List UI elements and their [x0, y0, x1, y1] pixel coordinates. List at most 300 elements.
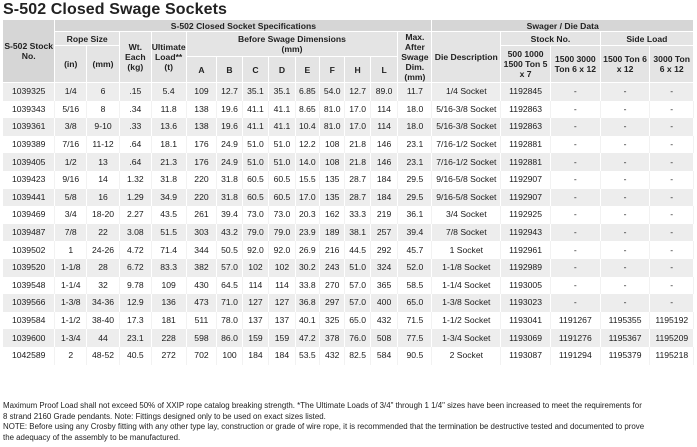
stock-no-cell: 1039423 — [3, 171, 55, 189]
dim-c-cell: 137 — [242, 312, 268, 330]
weight-cell: .15 — [119, 83, 151, 101]
dim-f-cell: 81.0 — [320, 118, 345, 136]
dim-l-cell: 146 — [370, 153, 398, 171]
ultimate-load-cell: 181 — [151, 312, 186, 330]
weight-cell: 4.72 — [119, 241, 151, 259]
dim-f-cell: 243 — [320, 259, 345, 277]
dim-b-cell: 57.0 — [217, 259, 242, 277]
die-description-cell: 9/16-5/8 Socket — [432, 189, 501, 207]
dim-e-cell: 6.85 — [295, 83, 319, 101]
dim-h-cell: 12.7 — [345, 83, 370, 101]
dim-d-cell: 92.0 — [269, 241, 295, 259]
max-after-swage-cell: 23.1 — [398, 153, 432, 171]
side-load-1500-header: 1500 Ton 6 x 12 — [600, 46, 650, 83]
side-load-1500-cell: - — [600, 241, 650, 259]
dim-b-cell: 50.5 — [217, 241, 242, 259]
dim-e-cell: 10.4 — [295, 118, 319, 136]
dim-c-cell: 60.5 — [242, 171, 268, 189]
dim-h-cell: 21.8 — [345, 153, 370, 171]
table-row — [3, 259, 694, 277]
ultimate-load-cell: 31.8 — [151, 171, 186, 189]
ultimate-load-cell: 228 — [151, 329, 186, 347]
dim-b-cell: 31.8 — [217, 171, 242, 189]
dim-h-cell: 82.5 — [345, 347, 370, 365]
table-row — [3, 347, 694, 365]
table-row — [3, 329, 694, 347]
swager-stock-6x12-cell: - — [550, 83, 600, 101]
weight-cell: 1.29 — [119, 189, 151, 207]
dim-a-cell: 598 — [186, 329, 217, 347]
dim-f-cell: 270 — [320, 277, 345, 295]
specifications-table — [3, 20, 694, 365]
dim-l-cell: 324 — [370, 259, 398, 277]
table-row — [3, 136, 694, 154]
dim-b-cell: 71.0 — [217, 294, 242, 312]
stock-no-cell: 1039566 — [3, 294, 55, 312]
side-load-1500-cell: - — [600, 118, 650, 136]
rope-size-header: Rope Size — [55, 32, 120, 46]
stock-no-header: S-502 Stock No. — [3, 20, 55, 83]
rope-in-cell: 1/2 — [55, 153, 87, 171]
dim-d-cell: 41.1 — [269, 118, 295, 136]
weight-cell: .33 — [119, 118, 151, 136]
max-after-swage-cell: 23.1 — [398, 136, 432, 154]
stock-no-cell: 1039469 — [3, 206, 55, 224]
max-after-swage-cell: 29.5 — [398, 171, 432, 189]
rope-in-cell: 9/16 — [55, 171, 87, 189]
side-load-3000-cell: - — [650, 224, 694, 242]
stock-no-cell: 1039389 — [3, 136, 55, 154]
dim-l-cell: 584 — [370, 347, 398, 365]
die-description-cell: 5/16-3/8 Socket — [432, 118, 501, 136]
side-load-1500-cell: - — [600, 153, 650, 171]
max-after-swage-cell: 71.5 — [398, 312, 432, 330]
max-after-swage-cell: 45.7 — [398, 241, 432, 259]
side-load-3000-cell: - — [650, 277, 694, 295]
rope-in-cell: 1-3/8 — [55, 294, 87, 312]
max-after-swage-cell: 90.5 — [398, 347, 432, 365]
dim-b-cell: 43.2 — [217, 224, 242, 242]
table-row — [3, 83, 694, 101]
dim-h-cell: 17.0 — [345, 118, 370, 136]
dim-a-cell: 109 — [186, 83, 217, 101]
dim-e-cell: 36.8 — [295, 294, 319, 312]
stock-no-cell: 1039405 — [3, 153, 55, 171]
die-description-cell: 5/16-3/8 Socket — [432, 101, 501, 119]
dim-l-cell: 114 — [370, 101, 398, 119]
dim-e-cell: 40.1 — [295, 312, 319, 330]
dim-c-cell: 51.0 — [242, 136, 268, 154]
footnote-line: Maximum Proof Load shall not exceed 50% of XXIP rope catalog breaking strength. *The Ultimate Loads of 3/4" through 1 1/4" sizes have been increased to meet the requirements for — [3, 401, 642, 410]
weight-cell: 17.3 — [119, 312, 151, 330]
side-load-3000-cell: - — [650, 118, 694, 136]
die-description-cell: 2 Socket — [432, 347, 501, 365]
die-description-header: Die Description — [432, 32, 501, 83]
dim-d-cell: 159 — [269, 329, 295, 347]
dim-l-cell: 257 — [370, 224, 398, 242]
swager-stock-5x7-cell: 1192881 — [501, 136, 551, 154]
side-load-1500-cell: - — [600, 136, 650, 154]
rope-in-cell: 5/8 — [55, 189, 87, 207]
dim-c-cell: 114 — [242, 277, 268, 295]
dim-a-cell: 220 — [186, 189, 217, 207]
rope-mm-cell: 18-20 — [87, 206, 120, 224]
dim-c-cell: 184 — [242, 347, 268, 365]
specifications-group-header: S-502 Closed Socket Specifications — [55, 20, 432, 32]
max-after-swage-cell: 18.0 — [398, 118, 432, 136]
dim-e-cell: 8.65 — [295, 101, 319, 119]
dim-d-cell: 79.0 — [269, 224, 295, 242]
rope-mm-cell: 8 — [87, 101, 120, 119]
dim-d-header: D — [269, 57, 295, 83]
weight-cell: 12.9 — [119, 294, 151, 312]
swager-stock-5x7-cell: 1193023 — [501, 294, 551, 312]
dim-h-cell: 28.7 — [345, 189, 370, 207]
stock-no-cell: 1039520 — [3, 259, 55, 277]
dim-e-cell: 26.9 — [295, 241, 319, 259]
swager-stock-5x7-cell: 1192863 — [501, 101, 551, 119]
rope-in-cell: 2 — [55, 347, 87, 365]
rope-in-cell: 5/16 — [55, 101, 87, 119]
rope-mm-cell: 6 — [87, 83, 120, 101]
max-after-swage-cell: 39.4 — [398, 224, 432, 242]
swager-stock-5x7-cell: 1192961 — [501, 241, 551, 259]
rope-mm-header: (mm) — [87, 46, 120, 83]
swager-1500-3000-header: 1500 3000 Ton 6 x 12 — [550, 46, 600, 83]
dim-e-cell: 47.2 — [295, 329, 319, 347]
dim-l-cell: 508 — [370, 329, 398, 347]
side-load-3000-header: 3000 Ton 6 x 12 — [650, 46, 694, 83]
footnote-line: the adequacy of the assembly to be manufactured. — [3, 432, 181, 442]
dim-h-cell: 57.0 — [345, 277, 370, 295]
dim-c-cell: 92.0 — [242, 241, 268, 259]
swager-stock-5x7-cell: 1192989 — [501, 259, 551, 277]
dim-b-cell: 12.7 — [217, 83, 242, 101]
stock-no-cell: 1039343 — [3, 101, 55, 119]
dim-d-cell: 60.5 — [269, 189, 295, 207]
dim-e-cell: 17.0 — [295, 189, 319, 207]
stock-no-cell: 1039487 — [3, 224, 55, 242]
max-after-swage-cell: 58.5 — [398, 277, 432, 295]
dim-b-cell: 100 — [217, 347, 242, 365]
side-load-3000-cell: - — [650, 171, 694, 189]
dim-f-cell: 54.0 — [320, 83, 345, 101]
die-description-cell: 1-1/4 Socket — [432, 277, 501, 295]
ultimate-load-header: Ultimate Load** (t) — [151, 32, 186, 83]
dim-c-cell: 73.0 — [242, 206, 268, 224]
swager-stock-5x7-cell: 1192907 — [501, 189, 551, 207]
rope-mm-cell: 14 — [87, 171, 120, 189]
table-row — [3, 277, 694, 295]
table-row — [3, 224, 694, 242]
side-load-1500-cell: - — [600, 294, 650, 312]
dim-c-cell: 41.1 — [242, 101, 268, 119]
dim-e-cell: 14.0 — [295, 153, 319, 171]
dim-e-header: E — [295, 57, 319, 83]
ultimate-load-cell: 43.5 — [151, 206, 186, 224]
side-load-3000-cell: - — [650, 136, 694, 154]
dim-f-cell: 216 — [320, 241, 345, 259]
dim-e-cell: 20.3 — [295, 206, 319, 224]
dim-d-cell: 114 — [269, 277, 295, 295]
side-load-group-header: Side Load — [600, 32, 693, 46]
swager-stock-5x7-cell: 1193069 — [501, 329, 551, 347]
dim-h-cell: 33.3 — [345, 206, 370, 224]
ultimate-load-cell: 34.9 — [151, 189, 186, 207]
dim-b-cell: 78.0 — [217, 312, 242, 330]
swager-stock-6x12-cell: - — [550, 277, 600, 295]
dim-e-cell: 53.5 — [295, 347, 319, 365]
die-description-cell: 7/16-1/2 Socket — [432, 136, 501, 154]
dim-h-cell: 65.0 — [345, 312, 370, 330]
dim-b-cell: 19.6 — [217, 118, 242, 136]
side-load-1500-cell: - — [600, 259, 650, 277]
dim-l-cell: 292 — [370, 241, 398, 259]
dim-a-cell: 303 — [186, 224, 217, 242]
table-row — [3, 171, 694, 189]
max-after-swage-header: Max. After Swage Dim. (mm) — [398, 32, 432, 83]
rope-mm-cell: 13 — [87, 153, 120, 171]
weight-cell: 6.72 — [119, 259, 151, 277]
table-row — [3, 189, 694, 207]
weight-cell: 40.5 — [119, 347, 151, 365]
dim-a-cell: 344 — [186, 241, 217, 259]
table-header — [3, 20, 694, 83]
dim-a-cell: 511 — [186, 312, 217, 330]
dim-b-cell: 31.8 — [217, 189, 242, 207]
stock-no-cell: 1039548 — [3, 277, 55, 295]
dim-b-cell: 86.0 — [217, 329, 242, 347]
die-description-cell: 9/16-5/8 Socket — [432, 171, 501, 189]
before-swage-unit: (mm) — [281, 44, 303, 54]
ultimate-load-cell: 11.8 — [151, 101, 186, 119]
swager-stock-5x7-cell: 1192863 — [501, 118, 551, 136]
max-after-swage-cell: 18.0 — [398, 101, 432, 119]
rope-mm-cell: 22 — [87, 224, 120, 242]
side-load-3000-cell: - — [650, 153, 694, 171]
stock-no-cell: 1039584 — [3, 312, 55, 330]
dim-a-cell: 261 — [186, 206, 217, 224]
dim-f-cell: 378 — [320, 329, 345, 347]
dim-l-cell: 114 — [370, 118, 398, 136]
swager-stock-6x12-cell: - — [550, 101, 600, 119]
dim-c-cell: 159 — [242, 329, 268, 347]
footnote-line: NOTE: Before using any Crosby fitting with any other type lay, construction or grade of wire rope, it is recommended that the termination be destructive tested and documented to prove — [3, 422, 645, 432]
dim-f-cell: 108 — [320, 153, 345, 171]
dim-d-cell: 60.5 — [269, 171, 295, 189]
table-body — [3, 83, 694, 365]
swager-stock-6x12-cell: - — [550, 136, 600, 154]
dim-a-cell: 138 — [186, 101, 217, 119]
stock-no-group-header: Stock No. — [501, 32, 601, 46]
table-row — [3, 312, 694, 330]
swager-stock-5x7-cell: 1192845 — [501, 83, 551, 101]
dim-e-cell: 23.9 — [295, 224, 319, 242]
side-load-1500-cell: - — [600, 171, 650, 189]
dim-a-cell: 138 — [186, 118, 217, 136]
dim-h-cell: 76.0 — [345, 329, 370, 347]
dim-e-cell: 15.5 — [295, 171, 319, 189]
dim-c-cell: 41.1 — [242, 118, 268, 136]
table-row — [3, 206, 694, 224]
rope-in-cell: 1-3/4 — [55, 329, 87, 347]
stock-no-cell: 1039325 — [3, 83, 55, 101]
side-load-1500-cell: 1195379 — [600, 347, 650, 365]
side-load-3000-cell: 1195209 — [650, 329, 694, 347]
swager-stock-6x12-cell: - — [550, 153, 600, 171]
dim-c-cell: 127 — [242, 294, 268, 312]
side-load-3000-cell: - — [650, 83, 694, 101]
before-swage-label: Before Swage Dimensions — [238, 34, 346, 44]
ultimate-load-cell: 5.4 — [151, 83, 186, 101]
swager-stock-6x12-cell: - — [550, 118, 600, 136]
dim-d-cell: 184 — [269, 347, 295, 365]
ultimate-load-cell: 136 — [151, 294, 186, 312]
dim-h-cell: 21.8 — [345, 136, 370, 154]
rope-mm-cell: 32 — [87, 277, 120, 295]
side-load-3000-cell: - — [650, 206, 694, 224]
dim-l-cell: 432 — [370, 312, 398, 330]
dim-c-cell: 51.0 — [242, 153, 268, 171]
dim-a-cell: 702 — [186, 347, 217, 365]
swager-stock-6x12-cell: - — [550, 241, 600, 259]
rope-in-cell: 7/8 — [55, 224, 87, 242]
side-load-1500-cell: 1195367 — [600, 329, 650, 347]
dim-l-cell: 400 — [370, 294, 398, 312]
stock-no-cell: 1039502 — [3, 241, 55, 259]
dim-l-cell: 146 — [370, 136, 398, 154]
dim-c-cell: 35.1 — [242, 83, 268, 101]
swager-group-header: Swager / Die Data — [432, 20, 694, 32]
rope-in-cell: 3/4 — [55, 206, 87, 224]
swager-stock-5x7-cell: 1192907 — [501, 171, 551, 189]
stock-no-cell: 1039441 — [3, 189, 55, 207]
max-after-swage-cell: 65.0 — [398, 294, 432, 312]
ultimate-load-cell: 13.6 — [151, 118, 186, 136]
swager-stock-5x7-cell: 1192943 — [501, 224, 551, 242]
max-after-swage-cell: 29.5 — [398, 189, 432, 207]
stock-no-cell: 1039600 — [3, 329, 55, 347]
rope-in-cell: 1 — [55, 241, 87, 259]
weight-cell: 23.1 — [119, 329, 151, 347]
swager-stock-6x12-cell: - — [550, 259, 600, 277]
dim-c-cell: 102 — [242, 259, 268, 277]
dim-l-cell: 365 — [370, 277, 398, 295]
dim-h-cell: 38.1 — [345, 224, 370, 242]
dim-b-cell: 24.9 — [217, 136, 242, 154]
side-load-1500-cell: - — [600, 206, 650, 224]
max-after-swage-cell: 36.1 — [398, 206, 432, 224]
weight-cell: 2.27 — [119, 206, 151, 224]
dim-h-cell: 51.0 — [345, 259, 370, 277]
table-row — [3, 241, 694, 259]
dim-e-cell: 33.8 — [295, 277, 319, 295]
swager-stock-6x12-cell: 1191267 — [550, 312, 600, 330]
rope-mm-cell: 34-36 — [87, 294, 120, 312]
dim-f-cell: 325 — [320, 312, 345, 330]
side-load-1500-cell: - — [600, 277, 650, 295]
side-load-3000-cell: - — [650, 101, 694, 119]
side-load-1500-cell: - — [600, 83, 650, 101]
dim-c-cell: 60.5 — [242, 189, 268, 207]
dim-l-cell: 184 — [370, 171, 398, 189]
max-after-swage-cell: 11.7 — [398, 83, 432, 101]
side-load-3000-cell: - — [650, 189, 694, 207]
dim-a-cell: 430 — [186, 277, 217, 295]
dim-d-cell: 51.0 — [269, 153, 295, 171]
dim-h-cell: 17.0 — [345, 101, 370, 119]
swager-stock-6x12-cell: - — [550, 171, 600, 189]
dim-d-cell: 41.1 — [269, 101, 295, 119]
table-row — [3, 294, 694, 312]
dim-a-header: A — [186, 57, 217, 83]
dim-l-cell: 184 — [370, 189, 398, 207]
dim-d-cell: 35.1 — [269, 83, 295, 101]
dim-h-cell: 44.5 — [345, 241, 370, 259]
rope-in-cell: 1/4 — [55, 83, 87, 101]
swager-stock-6x12-cell: 1191294 — [550, 347, 600, 365]
ultimate-load-cell: 109 — [151, 277, 186, 295]
ultimate-load-cell: 71.4 — [151, 241, 186, 259]
dim-h-cell: 57.0 — [345, 294, 370, 312]
dim-c-header: C — [242, 57, 268, 83]
side-load-3000-cell: - — [650, 294, 694, 312]
ultimate-load-cell: 51.5 — [151, 224, 186, 242]
side-load-3000-cell: 1195218 — [650, 347, 694, 365]
dim-l-cell: 219 — [370, 206, 398, 224]
rope-mm-cell: 16 — [87, 189, 120, 207]
die-description-cell: 1 Socket — [432, 241, 501, 259]
max-after-swage-cell: 52.0 — [398, 259, 432, 277]
dim-d-cell: 102 — [269, 259, 295, 277]
swager-stock-5x7-cell: 1193087 — [501, 347, 551, 365]
side-load-1500-cell: - — [600, 224, 650, 242]
before-swage-header — [186, 32, 398, 57]
dim-f-cell: 432 — [320, 347, 345, 365]
rope-mm-cell: 9-10 — [87, 118, 120, 136]
table-row — [3, 101, 694, 119]
dim-f-cell: 189 — [320, 224, 345, 242]
side-load-3000-cell: - — [650, 259, 694, 277]
rope-in-cell: 7/16 — [55, 136, 87, 154]
rope-mm-cell: 11-12 — [87, 136, 120, 154]
dim-d-cell: 127 — [269, 294, 295, 312]
die-description-cell: 1-3/4 Socket — [432, 329, 501, 347]
dim-b-header: B — [217, 57, 242, 83]
ultimate-load-cell: 21.3 — [151, 153, 186, 171]
max-after-swage-cell: 77.5 — [398, 329, 432, 347]
dim-a-cell: 176 — [186, 153, 217, 171]
rope-mm-cell: 24-26 — [87, 241, 120, 259]
rope-mm-cell: 38-40 — [87, 312, 120, 330]
weight-header: Wt. Each (kg) — [119, 32, 151, 83]
dim-f-cell: 108 — [320, 136, 345, 154]
dim-d-cell: 51.0 — [269, 136, 295, 154]
stock-no-cell: 1042589 — [3, 347, 55, 365]
rope-in-cell: 1-1/8 — [55, 259, 87, 277]
weight-cell: 3.08 — [119, 224, 151, 242]
dim-a-cell: 220 — [186, 171, 217, 189]
ultimate-load-cell: 83.3 — [151, 259, 186, 277]
page-title: S-502 Closed Swage Sockets — [3, 1, 228, 18]
rope-in-cell: 1-1/4 — [55, 277, 87, 295]
footnotes — [3, 401, 695, 443]
die-description-cell: 7/16-1/2 Socket — [432, 153, 501, 171]
dim-f-cell: 135 — [320, 171, 345, 189]
swager-stock-6x12-cell: - — [550, 294, 600, 312]
dim-f-header: F — [320, 57, 345, 83]
dim-f-cell: 297 — [320, 294, 345, 312]
